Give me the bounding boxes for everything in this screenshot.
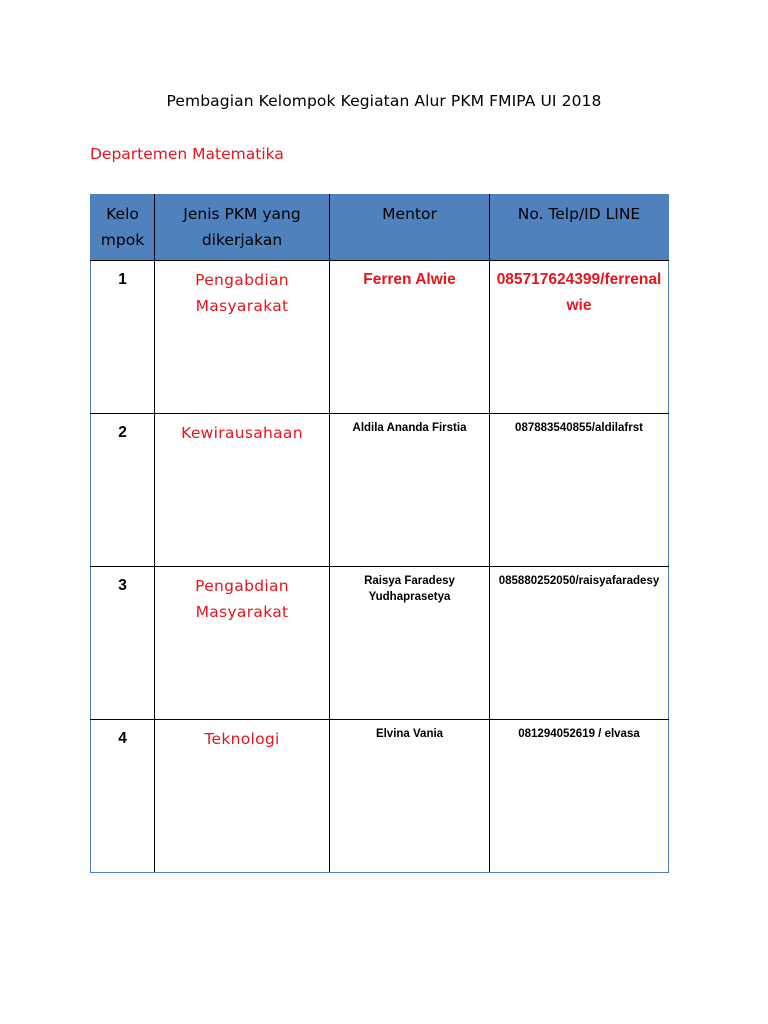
table-row — [91, 261, 669, 414]
phone-line-id: 085717624399/ferrenalwie — [490, 261, 669, 414]
table-row — [91, 720, 669, 873]
phone-line-id: 085880252050/raisyafaradesy — [490, 567, 669, 720]
mentor-name: Aldila Ananda Firstia — [330, 414, 490, 567]
phone-line-id: 081294052619 / elvasa — [490, 720, 669, 873]
phone-line-id: 087883540855/aldilafrst — [490, 414, 669, 567]
table-header-row — [91, 195, 669, 261]
pkm-type: Pengabdian Masyarakat — [155, 261, 330, 414]
page-title: Pembagian Kelompok Kegiatan Alur PKM FMIPA UI 2018 — [166, 92, 602, 110]
table-row — [91, 414, 669, 567]
header-jenis-pkm: Jenis PKM yang dikerjakan — [155, 195, 330, 261]
mentor-name: Raisya Faradesy Yudhaprasetya — [330, 567, 490, 720]
group-number: 1 — [91, 261, 155, 414]
table-row — [91, 567, 669, 720]
header-mentor: Mentor — [330, 195, 490, 261]
mentor-name: Ferren Alwie — [330, 261, 490, 414]
pkm-type: Kewirausahaan — [155, 414, 330, 567]
pkm-type: Teknologi — [155, 720, 330, 873]
group-number: 4 — [91, 720, 155, 873]
department-title: Departemen Matematika — [90, 145, 284, 163]
group-number: 2 — [91, 414, 155, 567]
group-number: 3 — [91, 567, 155, 720]
header-kelompok: Kelo mpok — [91, 195, 155, 261]
mentor-name: Elvina Vania — [330, 720, 490, 873]
group-table — [90, 194, 669, 873]
pkm-type: Pengabdian Masyarakat — [155, 567, 330, 720]
header-telp-line: No. Telp/ID LINE — [490, 195, 669, 261]
